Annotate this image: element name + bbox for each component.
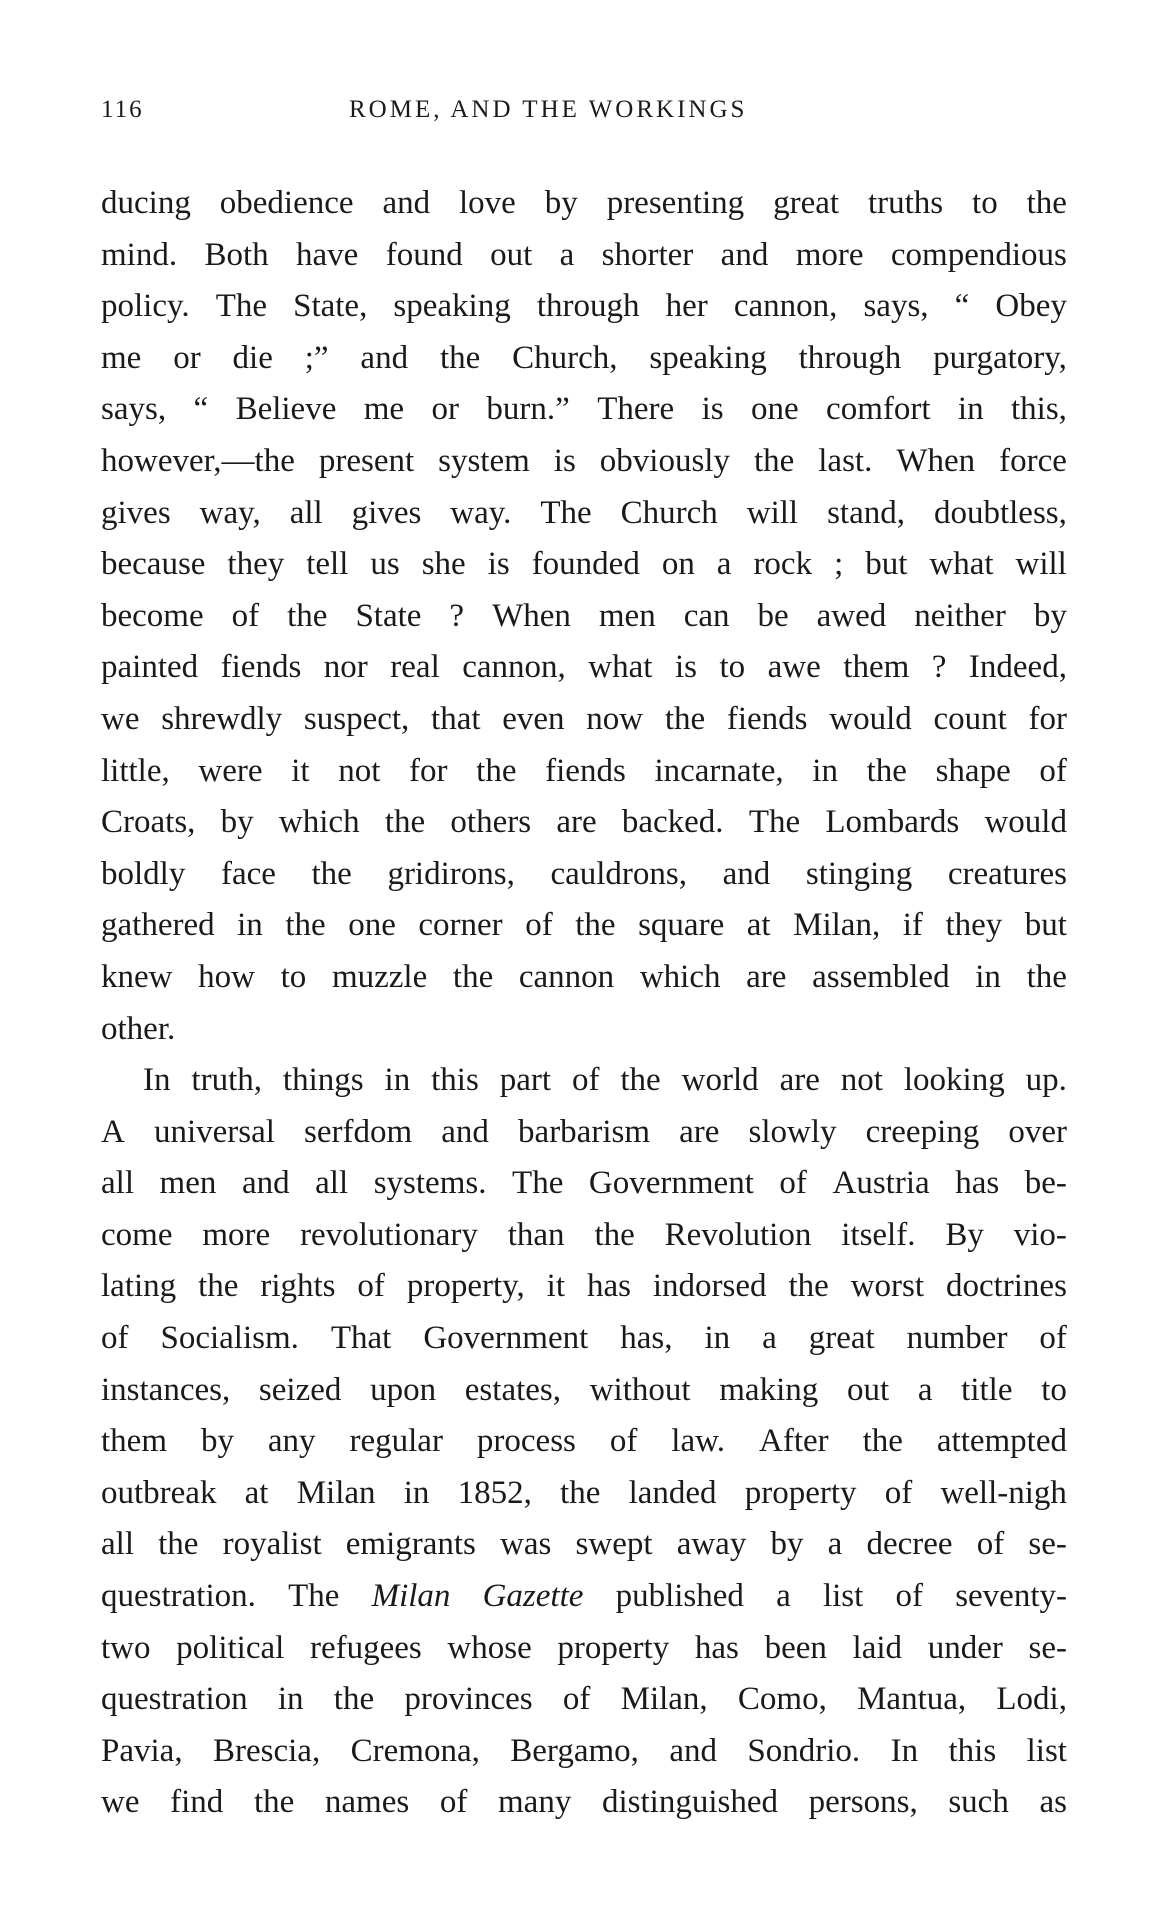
text-line: A universal serfdom and barbarism are slowly creeping over (101, 1113, 1067, 1150)
text-line: me or die ;” and the Church, speaking through purgatory, (101, 339, 1067, 376)
text-line: two political refugees whose property has been laid under se- (101, 1629, 1067, 1666)
text-line: questration. The Milan Gazette published a list of seventy- (101, 1578, 1067, 1615)
text-line: them by any regular process of law. After the attempted (101, 1423, 1067, 1460)
text-line: all the royalist emigrants was swept away by a decree of se- (101, 1526, 1067, 1563)
text-line: become of the State ? When men can be awed neither by (101, 597, 1067, 634)
text-line: painted fiends nor real cannon, what is to awe them ? Indeed, (101, 649, 1067, 686)
text-line: however,—the present system is obviously the last. When force (101, 442, 1067, 479)
page-number: 116 (101, 96, 144, 123)
text-line: we shrewdly suspect, that even now the fiends would count for (101, 700, 1067, 737)
body-text (101, 178, 1067, 1829)
text-line: little, were it not for the fiends incarnate, in the shape of (101, 752, 1067, 789)
text-line: Pavia, Brescia, Cremona, Bergamo, and Sondrio. In this list (101, 1732, 1067, 1769)
text-line: come more revolutionary than the Revolution itself. By vio- (101, 1216, 1067, 1253)
text-line: mind. Both have found out a shorter and more compendious (101, 236, 1067, 273)
text-line: instances, seized upon estates, without making out a title to (101, 1371, 1067, 1408)
text-line: policy. The State, speaking through her cannon, says, “ Obey (101, 288, 1067, 325)
running-title: ROME, AND THE WORKINGS (349, 96, 748, 123)
text-line: gives way, all gives way. The Church will stand, doubtless, (101, 494, 1067, 531)
text-line: because they tell us she is founded on a rock ; but what will (101, 546, 1067, 583)
text-line: In truth, things in this part of the world are not looking up. (143, 1062, 1067, 1099)
text-line: we find the names of many distinguished persons, such as (101, 1784, 1067, 1821)
text-line: ducing obedience and love by presenting great truths to the (101, 185, 1067, 221)
text-line: boldly face the gridirons, cauldrons, and stinging creatures (101, 855, 1067, 892)
text-line: Croats, by which the others are backed. The Lombards would (101, 804, 1067, 841)
text-line: other. (101, 1010, 176, 1047)
text-line: gathered in the one corner of the square at Milan, if they but (101, 907, 1067, 944)
text-line: outbreak at Milan in 1852, the landed property of well-nigh (101, 1474, 1067, 1511)
text-line: knew how to muzzle the cannon which are assembled in the (101, 958, 1067, 995)
text-line: questration in the provinces of Milan, Como, Mantua, Lodi, (101, 1681, 1067, 1718)
text-line: lating the rights of property, it has indorsed the worst doctrines (101, 1268, 1067, 1305)
text-line: all men and all systems. The Government of Austria has be- (101, 1165, 1067, 1202)
text-line: says, “ Believe me or burn.” There is one comfort in this, (101, 391, 1067, 428)
running-head (101, 96, 1072, 130)
text-line: of Socialism. That Government has, in a great number of (101, 1320, 1067, 1357)
